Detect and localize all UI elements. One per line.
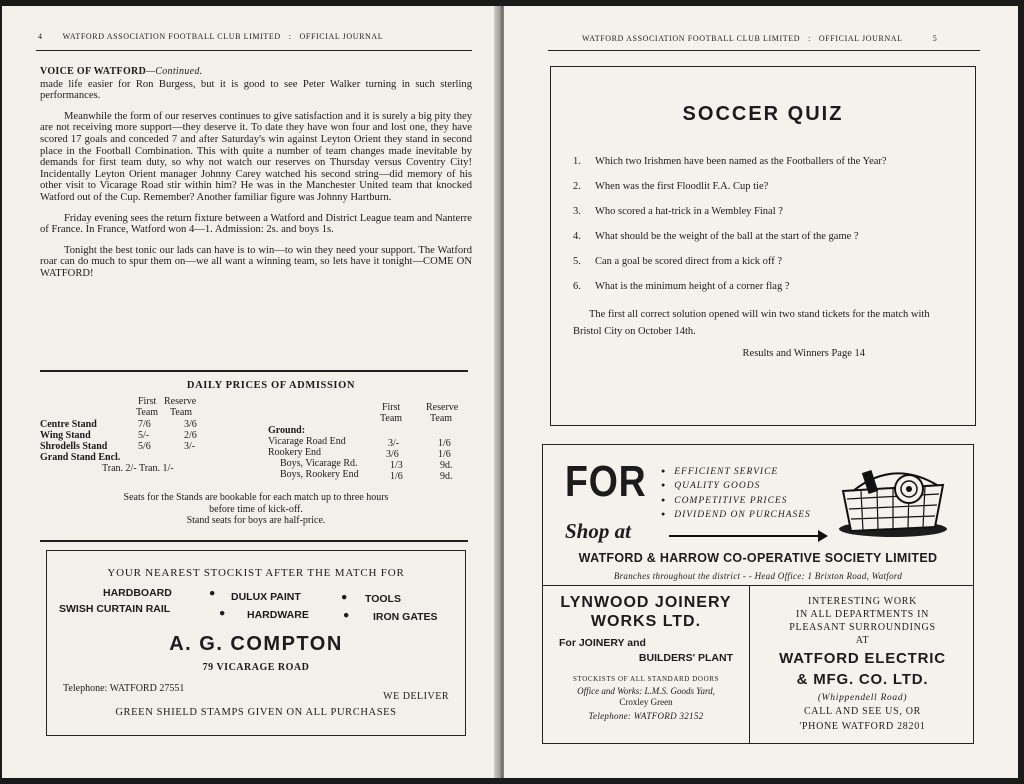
quiz-question: 2. When was the first Floodlit F.A. Cup tie? xyxy=(573,181,769,192)
benefit-item: ● COMPETITIVE PRICES xyxy=(661,494,811,508)
quiz-question: 1. Which two Irishmen have been named as the Footballers of the Year? xyxy=(573,156,887,167)
divider xyxy=(543,585,973,586)
compton-deliver: WE DELIVER xyxy=(383,691,449,702)
compton-header: YOUR NEAREST STOCKIST AFTER THE MATCH FOR xyxy=(107,567,405,579)
section-rule xyxy=(40,540,468,542)
page-number: 5 xyxy=(932,34,938,43)
arrow-right-icon xyxy=(669,535,825,537)
prices-title: DAILY PRICES OF ADMISSION xyxy=(186,380,356,391)
article-paragraph: Friday evening sees the return fixture between a Watford and District League team and Nanterre of France. In France, Watford won 4—1. Admission: 2s. and boys 1s. xyxy=(40,212,472,236)
journal-name: OFFICIAL JOURNAL xyxy=(818,34,903,43)
club-name: WATFORD ASSOCIATION FOOTBALL CLUB LIMITED xyxy=(62,32,281,41)
compton-products: HARDBOARD ● DULUX PAINT ● TOOLS SWISH CURTAIN RAIL ● HARDWARE ● IRON GATES xyxy=(59,587,438,623)
club-name: WATFORD ASSOCIATION FOOTBALL CLUB LIMITED xyxy=(582,34,801,43)
compton-telephone: Telephone: WATFORD 27551 xyxy=(63,683,185,694)
coop-advert xyxy=(542,444,974,744)
quiz-title: SOCCER QUIZ xyxy=(682,103,844,125)
quiz-question: 4. What should be the weight of the ball at the start of the game ? xyxy=(573,231,859,242)
quiz-question: 5. Can a goal be scored direct from a kick off ? xyxy=(573,256,782,267)
coop-society-name: WATFORD & HARROW CO-OPERATIVE SOCIETY LIMITED xyxy=(578,551,938,565)
coop-for: FOR xyxy=(565,457,647,506)
left-page xyxy=(2,6,499,778)
stand-name: Shrodells Stand xyxy=(40,441,108,452)
prices-notes: Seats for the Stands are bookable for each match up to three hours before time of kick-off. Stand seats for boys are half-price. xyxy=(123,492,389,526)
soccer-quiz xyxy=(550,66,976,426)
quiz-results: Results and Winners Page 14 xyxy=(742,348,865,359)
lynwood-name: WORKS LTD. xyxy=(590,613,702,630)
stand-name: Centre Stand xyxy=(40,419,97,430)
quiz-prize: The first all correct solution opened will win two stand tickets for the match with Bristol City on October 14th. xyxy=(573,309,930,337)
voice-of-watford-article xyxy=(40,66,472,289)
electric-name: WATFORD ELECTRIC xyxy=(779,650,946,667)
lynwood-advert: LYNWOOD JOINERY WORKS LTD. For JOINERY and BUILDERS' PLANT STOCKISTS OF ALL STANDARD DOORS Office and Works: L.M.S. Goods Yard, Croxley Green Telephone: WATFORD 32152 xyxy=(543,593,749,721)
stand-name: Wing Stand xyxy=(40,430,91,441)
journal-name: OFFICIAL JOURNAL xyxy=(299,32,384,41)
article-paragraph: Tonight the best tonic our lads can have is to win—to win they need your support. The Watford roar can do much to spur them on—we all want a winning team, so lets have it tonight—COME ON WATFORD! xyxy=(40,244,472,279)
page-number: 4 xyxy=(38,32,43,41)
prices-table: First Reserve Team Team First Reserve Team Team Centre Stand 7/6 3/6 Wing Stand 5/- 2/6 Shrodells Stand 5/6 3/- Grand Stand Encl. Tran. 2/- Tran. 1/- Ground: Vicarage Road End 3/- 1/6 Rookery End 3/6 1/6 Boys, Vicarage Rd. 1/3 9d. Boys, Rookery End 1/6 9d. xyxy=(40,396,459,482)
benefit-item: ● EFFICIENT SERVICE xyxy=(661,465,811,479)
quiz-questions xyxy=(573,156,951,293)
compton-advert xyxy=(46,550,466,736)
electric-name: & MFG. CO. LTD. xyxy=(796,671,929,688)
shop-at: Shop at xyxy=(565,519,631,543)
running-head-left: 4 WATFORD ASSOCIATION FOOTBALL CLUB LIMITED : OFFICIAL JOURNAL xyxy=(38,32,384,41)
benefit-item: ● DIVIDEND ON PURCHASES xyxy=(661,508,811,522)
lynwood-name: LYNWOOD JOINERY xyxy=(560,594,732,611)
article-heading: VOICE OF WATFORD—Continued. xyxy=(40,66,203,77)
article-paragraph: Meanwhile the form of our reserves continues to give satisfaction and it is surely a big pity they are not receiving more support—they deserve it. To date they have won four and lost one, they have scored 17 goals and conceded 7 and after Saturday's win against Leyton Orient they stand in second place in the Football Combination. This with quite a number of team changes made inevitable by demands for first team duty, so why not watch our reserves on Thursday versus Coventry City! Incidentally Leyton Orient manager Johnny Carey watched his second string—did memory of his other visit to Vicarage Road stir within him? He was in the Manchester United team that knocked Watford out of the Cup. Remember? Another familiar figure was Johnny Hartburn. xyxy=(40,110,472,203)
compton-stamps: GREEN SHIELD STAMPS GIVEN ON ALL PURCHASES xyxy=(115,707,397,718)
right-page xyxy=(504,6,1018,778)
section-rule xyxy=(40,370,468,372)
benefit-item: ● QUALITY GOODS xyxy=(661,479,811,493)
header-rule xyxy=(548,50,980,51)
running-head-right: WATFORD ASSOCIATION FOOTBALL CLUB LIMITED : OFFICIAL JOURNAL 5 xyxy=(582,34,938,43)
article-paragraph: made life easier for Ron Burgess, but it is good to see Peter Walker turning in such sterling performances. xyxy=(40,78,472,102)
coop-benefits xyxy=(661,465,811,523)
shopping-basket-icon xyxy=(837,467,949,539)
watford-electric-advert: INTERESTING WORK IN ALL DEPARTMENTS IN PLEASANT SURROUNDINGS AT WATFORD ELECTRIC & MFG. CO. LTD. (Whippendell Road) CALL AND SEE US, OR 'PHONE WATFORD 28201 xyxy=(750,595,975,733)
quiz-question: 6. What is the minimum height of a corner flag ? xyxy=(573,281,790,292)
compton-address: 79 VICARAGE ROAD xyxy=(202,662,310,673)
stand-name: Grand Stand Encl. xyxy=(40,452,121,463)
header-rule xyxy=(36,50,472,51)
compton-name: A. G. COMPTON xyxy=(169,633,343,655)
admission-prices xyxy=(40,380,472,527)
quiz-question: 3. Who scored a hat-trick in a Wembley Final ? xyxy=(573,206,783,217)
coop-branches: Branches throughout the district - - Head Office: 1 Brixton Road, Watford xyxy=(613,571,903,581)
